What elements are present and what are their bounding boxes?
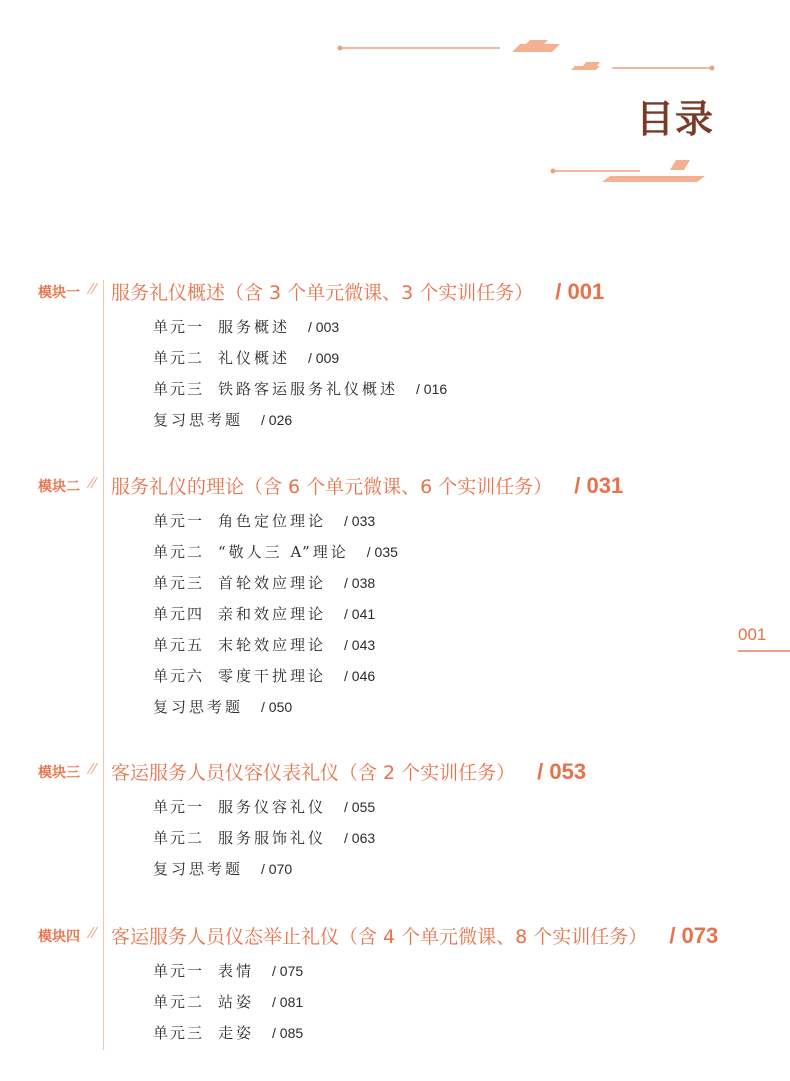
module-label: 模块二 — [38, 479, 80, 495]
entry-page-number: / 041 — [344, 606, 376, 622]
entry-unit: 单元三 — [153, 1024, 205, 1042]
entry-name: 复习思考题 — [153, 860, 244, 878]
entry-page-number: / 063 — [344, 830, 376, 846]
entry-unit: 单元二 — [153, 543, 205, 561]
entry-unit: 单元六 — [153, 667, 205, 685]
entry-unit: 单元一 — [153, 318, 205, 336]
entry-page-number: / 046 — [344, 668, 376, 684]
module-title — [111, 922, 718, 949]
toc-entry[interactable] — [0, 661, 790, 692]
module-heading[interactable] — [0, 276, 790, 306]
toc-entry[interactable] — [0, 630, 790, 661]
entry-name: 复习思考题 — [153, 698, 244, 716]
module-title-text: 服务礼仪概述（含 3 个单元微课、3 个实训任务） — [111, 282, 534, 304]
entry-unit: 单元五 — [153, 636, 205, 654]
entry-name: 站姿 — [218, 993, 255, 1011]
module-heading[interactable] — [0, 470, 790, 500]
entry-page-number: / 016 — [416, 381, 448, 397]
entry-page-number: / 035 — [366, 544, 398, 560]
module-title — [111, 278, 604, 305]
entry-name: 首轮效应理论 — [218, 574, 327, 592]
module-label: 模块四 — [38, 929, 80, 945]
entry-unit: 单元三 — [153, 574, 205, 592]
toc-entry[interactable] — [0, 692, 790, 723]
toc-entry[interactable] — [0, 568, 790, 599]
entry-unit: 单元二 — [153, 829, 205, 847]
entry-page-number: / 085 — [272, 1025, 304, 1041]
entry-name: 服务仪容礼仪 — [218, 798, 327, 816]
entry-unit: 单元一 — [153, 512, 205, 530]
toc-entry[interactable] — [0, 1018, 790, 1049]
module-title — [111, 758, 586, 785]
entry-page-number: / 055 — [344, 799, 376, 815]
toc-entry[interactable] — [0, 854, 790, 885]
entry-page-number: / 003 — [308, 319, 340, 335]
entry-page-number: / 026 — [261, 412, 293, 428]
entry-page-number: / 038 — [344, 575, 376, 591]
entry-page-number: / 070 — [261, 861, 293, 877]
entry-name: 末轮效应理论 — [218, 636, 327, 654]
toc-entry[interactable] — [0, 987, 790, 1018]
toc-entry[interactable] — [0, 374, 790, 405]
entry-page-number: / 033 — [344, 513, 376, 529]
entry-name: 礼仪概述 — [218, 349, 291, 367]
module-title — [111, 472, 623, 499]
module-title-text: 服务礼仪的理论（含 6 个单元微课、6 个实训任务） — [111, 476, 553, 498]
entry-unit: 单元三 — [153, 380, 205, 398]
entry-page-number: / 050 — [261, 699, 293, 715]
entry-page-number: / 009 — [308, 350, 340, 366]
entry-page-number: / 081 — [272, 994, 304, 1010]
toc-module — [0, 756, 790, 885]
toc-module — [0, 276, 790, 436]
entry-name: 复习思考题 — [153, 411, 244, 429]
toc-module — [0, 470, 790, 723]
entry-name: 角色定位理论 — [218, 512, 327, 530]
entry-page-number: / 043 — [344, 637, 376, 653]
toc-entry[interactable] — [0, 312, 790, 343]
entry-unit: 单元二 — [153, 993, 205, 1011]
toc-entry[interactable] — [0, 792, 790, 823]
module-page-number: / 073 — [669, 923, 719, 948]
entry-name: 表情 — [218, 962, 255, 980]
entry-unit: 单元二 — [153, 349, 205, 367]
toc-entry[interactable] — [0, 343, 790, 374]
module-heading[interactable] — [0, 756, 790, 786]
module-label: 模块一 — [38, 285, 80, 301]
entry-name: 零度干扰理论 — [218, 667, 327, 685]
toc-entry[interactable] — [0, 537, 790, 568]
toc-entry[interactable] — [0, 823, 790, 854]
toc-entry[interactable] — [0, 599, 790, 630]
entry-name: 亲和效应理论 — [218, 605, 327, 623]
module-title-text: 客运服务人员仪态举止礼仪（含 4 个单元微课、8 个实训任务） — [111, 926, 648, 948]
module-page-number: / 053 — [537, 759, 587, 784]
entry-name: 走姿 — [218, 1024, 255, 1042]
entry-name: 铁路客运服务礼仪概述 — [218, 380, 399, 398]
toc-entry[interactable] — [0, 956, 790, 987]
toc-entry[interactable] — [0, 405, 790, 436]
module-heading[interactable] — [0, 920, 790, 950]
module-page-number: / 031 — [574, 473, 624, 498]
entry-name: 服务概述 — [218, 318, 291, 336]
entry-unit: 单元一 — [153, 962, 205, 980]
module-title-text: 客运服务人员仪容仪表礼仪（含 2 个实训任务） — [111, 762, 516, 784]
module-page-number: / 001 — [555, 279, 605, 304]
module-label: 模块三 — [38, 765, 80, 781]
toc-entry[interactable] — [0, 506, 790, 537]
side-page-underline — [738, 650, 790, 652]
entry-unit: 单元一 — [153, 798, 205, 816]
toc-module — [0, 920, 790, 1049]
entry-name: 服务服饰礼仪 — [218, 829, 327, 847]
side-page-number: 001 — [738, 625, 767, 644]
entry-page-number: / 075 — [272, 963, 304, 979]
page-title: 目录 — [635, 97, 714, 141]
entry-unit: 单元四 — [153, 605, 205, 623]
entry-name: “敬人三 A”理论 — [218, 543, 349, 561]
